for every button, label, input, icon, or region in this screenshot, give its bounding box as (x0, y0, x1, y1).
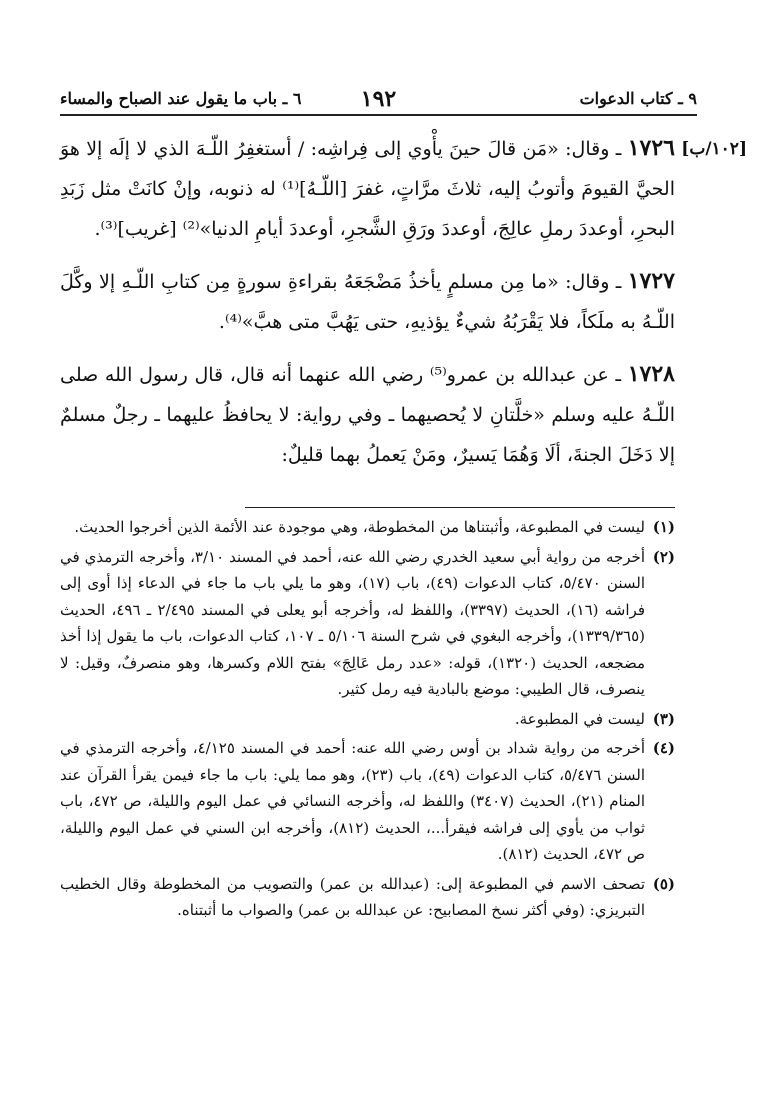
book-title: ٩ ـ كتاب الدعوات (579, 89, 697, 108)
footnote-text: ليست في المطبوعة. (514, 709, 645, 728)
hadith-text: ـ وقال: «ما مِن مسلمٍ يأخذُ مَضْجَعَهُ بقراءةِ سورةٍ مِن كتابِ اللّـهِ إلا وكَّلَ اللّـهُ به ملَكاً، فلا يَقْرَبُهُ شيءٌ يؤذيهِ، حتى يَهُبَّ متى هبَّ»⁽⁴⁾. (60, 271, 675, 333)
running-header (60, 82, 697, 116)
hadith-number: ١٧٢٨ (627, 361, 675, 387)
main-text (60, 128, 675, 487)
hadith-number: ١٧٢٧ (627, 268, 675, 294)
footnotes (60, 514, 675, 927)
footnote-number: (٥) (652, 874, 675, 893)
footnote-number: (٢) (652, 547, 675, 566)
hadith-1726 (60, 128, 675, 249)
footnote-3 (60, 706, 675, 733)
footnote-number: (٤) (652, 739, 675, 757)
chapter-title: ٦ ـ باب ما يقول عند الصباح والمساء (60, 89, 302, 108)
hadith-1727 (60, 261, 675, 342)
page-number: ١٩٢ (360, 86, 397, 112)
hadith-number: ١٧٢٦ (627, 135, 675, 161)
footnote-2 (60, 544, 675, 703)
manuscript-folio-ref: [١٠٢/ب] (681, 139, 747, 159)
footnote-text: أخرجه من رواية شداد بن أوس رضي الله عنه: أحمد في المسند ٤/١٢٥، وأخرجه الترمذي في السنن ٥/٤٧٦، كتاب الدعوات (٤٩)، باب (٢٣)، وهو مما يلي: باب ما جاء فيمن يقرأ القرآن عند المنام (٢١)، الحديث (٣٤٠٧) واللفظ له، وأخرجه النسائي في عمل اليوم والليلة، ص ٤٧٢، باب ثواب من يأوي إلى فراشه فيقرأ...، الحديث (٨١٢)، وأخرجه ابن السني في عمل اليوم والليلة، ص ٤٧٢، الحديث (٨١٢). (60, 739, 646, 863)
footnote-number: (٣) (652, 709, 675, 728)
hadith-text: ـ وقال: «مَن قالَ حينَ يأْوي إلى فِراشِه: / أستغفِرُ اللّـهَ الذي لا إلَه إلا هوَ الحيَّ القيومَ وأتوبُ إليه، ثلاثَ مرَّاتٍ، غفرَ [اللّـهُ]⁽¹⁾ له ذنوبه، وإنْ كانَتْ مثل زَبَدِ البحرِ، أوعددَ رملِ عالِجَ، أوعددَ ورَقِ الشَّجرِ، أوعددَ أيامِ الدنيا»⁽²⁾ [غريب]⁽³⁾. (60, 138, 675, 240)
footnote-text: ليست في المطبوعة، وأثبتناها من المخطوطة، وهي موجودة عند الأئمة الذين أخرجوا الحديث. (74, 518, 645, 536)
footnote-separator (245, 507, 675, 508)
footnote-4 (60, 735, 675, 868)
hadith-text: ـ عن عبدالله بن عمرو⁽⁵⁾ رضي الله عنهما أنه قال، قال رسول الله صلى اللّـهُ عليه وسلم «خلَّتانِ لا يُحصيهما ـ وفي رواية: لا يحافظُ عليهما ـ رجلٌ مسلمٌ إلا دَخَلَ الجنةَ، ألَا وَهُمَا يَسيرٌ، ومَنْ يَعملُ بهما قليلٌ: (60, 364, 675, 466)
hadith-1728 (60, 354, 675, 475)
footnote-5 (60, 871, 675, 924)
footnote-number: (١) (652, 518, 675, 536)
footnote-text: أخرجه من رواية أبي سعيد الخدري رضي الله عنه، أحمد في المسند ٣/١٠، وأخرجه الترمذي في السنن ٥/٤٧٠، كتاب الدعوات (٤٩)، باب (١٧)، وهو ما يلي باب ما جاء في الدعاء إذا أوى إلى فراشه (١٦)، الحديث (٣٣٩٧)، واللفظ له، وأخرجه أبو يعلى في المسند ٢/٤٩٥ ـ ٤٩٦، الحديث (١٣٣٩/٣٦٥)، وأخرجه البغوي في شرح السنة ٥/١٠٦ ـ ١٠٧، كتاب الدعوات، باب ما يقول إذا أخذ مضجعه، الحديث (١٣٢٠)، قوله: «عدد رمل عَالِجَ» بفتح اللام وكسرها، وهو منصرفٌ، وقيل: لا ينصرف، قال الطيبي: موضع بالبادية فيه رمل كثير. (60, 547, 645, 698)
footnote-1 (60, 514, 675, 541)
footnote-text: تصحف الاسم في المطبوعة إلى: (عبدالله بن عمر) والتصويب من المخطوطة وقال الخطيب التبريزي: (وفي أكثر نسخ المصابيح: عن عبدالله بن عمر) والصواب ما أثبتناه. (60, 874, 645, 919)
